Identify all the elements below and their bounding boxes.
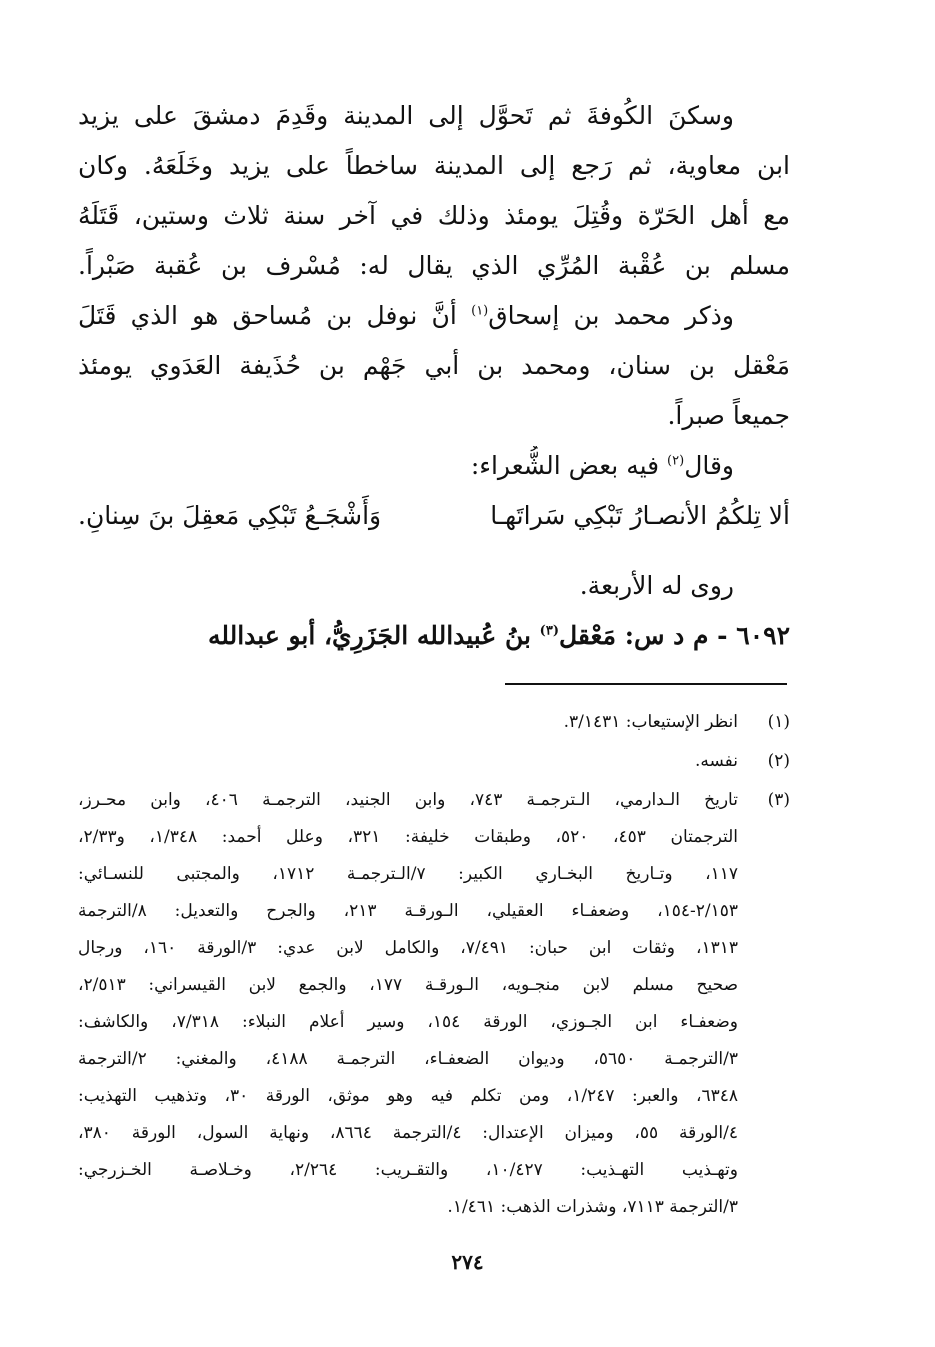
footnote-line: وتهـذيب التهـذيب: ١٠/٤٢٧، والتقـريب: ٢/٢٦٤، وخـلاصـة الخـزرجي:	[78, 1160, 738, 1180]
footnote-number: (١)	[767, 712, 790, 732]
footnote-separator	[505, 683, 787, 685]
verse-first-hemistich: ألا تِلكُمُ الأنصـارُ تَبْكِي سَراتَهـا	[490, 501, 790, 530]
entry-name: بنُ عُبيدالله الجَزَرِيُّ، أبو عبدالله	[207, 621, 540, 650]
text-line: مَعْقل بن سنان، ومحمد بن أبي جَهْم بن حُذَيفة العَدَوي يومئذ	[78, 351, 790, 380]
footnote-line: الترجمتان ٤٥٣، ٥٢٠، وطبقات خليفة: ٣٢١، وعلل أحمد: ١/٣٤٨، و٢/٣٣،	[78, 827, 739, 847]
footnote-line: وضعفـاء ابن الجـوزي، الورقة ١٥٤، وسير أعلام النبلاء: ٧/٣١٨، والكاشف:	[78, 1012, 738, 1032]
verse-second-hemistich: وَأَشْجَـعُ تَبْكِي مَعقِلَ بنَ سِنانِ.	[78, 501, 382, 530]
paragraph-text: وقال	[684, 451, 734, 480]
text-line: روى له الأربعة.	[579, 571, 734, 600]
paragraph-text: أنَّ نوفل بن مُساحق هو الذي قَتَلَ	[78, 301, 472, 330]
footnote-line: صحيح مسلم لابن منجـويه، الـورقـة ١٧٧، والجمع لابن القيسراني: ٢/٥١٣،	[78, 975, 739, 995]
footnote-ref: (١)	[471, 303, 489, 319]
paragraph-line	[78, 296, 790, 340]
text-line: ابن معاوية، ثم رَجع إلى المدينة ساخطاً على يزيد وخَلَعَهُ. وكان	[78, 151, 790, 180]
footnote-number: (٣)	[767, 790, 790, 810]
footnote-text: انظر الإستيعاب: ٣/١٤٣١.	[563, 712, 738, 732]
entry-code: ٦٠٩٢ - م د س:	[624, 621, 790, 650]
footnote-line: تاريخ الـدارمي، الـترجمـة ٧٤٣، وابن الجنيد، الترجمـة ٤٠٦، وابن محـرز،	[78, 790, 738, 810]
footnote-line: ١٣١٣، وثقات ابن حبان: ٧/٤٩١، والكامل لابن عدي: ٣/الورقة ١٦٠، ورجال	[78, 938, 738, 958]
page-number: ٢٧٤	[451, 1250, 484, 1274]
paragraph-text: فيه بعض الشُّعراء:	[470, 451, 668, 480]
footnote-line: ٣/الترجمـة ٥٦٥٠، وديوان الضعفـاء، الترجمـة ٤١٨٨، والمغني: ٢/الترجمة	[78, 1049, 738, 1069]
paragraph-text: وذكر محمد بن إسحاق	[488, 301, 734, 330]
text-line: مع أهل الحَرّة وقُتِلَ يومئذ وذلك في آخر سنة ثلاث وستين، قَتَلَهُ	[78, 201, 790, 230]
text-line: مسلم بن عُقْبة المُرِّي الذي يقال له: مُسْرف بن عُقبة صَبْراً.	[78, 251, 790, 280]
footnote-ref: (٣)	[539, 623, 559, 639]
text-line: وسكنَ الكُوفةَ ثم تَحوَّل إلى المدينة وقَدِمَ دمشقَ على يزيد	[78, 101, 734, 130]
footnote-line: ١١٧، وتـاريخ البخـاري الكبير: ٧/الـترجمـة ١٧١٢، والمجتبى للنسـائي:	[78, 864, 738, 884]
paragraph-line	[78, 446, 790, 490]
entry-name: مَعْقل	[558, 621, 625, 650]
footnote-line: ٢/١٥٣-١٥٤، وضعفـاء العقيلي، الـورقـة ٢١٣، والجرح والتعديل: ٨/الترجمة	[78, 901, 738, 921]
footnote-text: نفسه.	[694, 751, 738, 771]
footnote-line: ٣/الترجمة ٧١١٣، وشذرات الذهب: ١/٤٦١.	[447, 1197, 738, 1217]
footnote-line: ٤/الورقة ٥٥، وميزان الإعتدال: ٤/الترجمة ٨٦٦٤، ونهاية السول، الورقة ٣٨٠،	[78, 1123, 738, 1143]
footnote-ref: (٢)	[667, 453, 685, 469]
poem-verse	[78, 496, 790, 540]
footnote-number: (٢)	[767, 751, 790, 771]
footnote-line: ٦٣٤٨، والعبر: ١/٢٤٧، ومن تكلم فيه وهو موثق، الورقة ٣٠، وتذهيب التهذيب:	[78, 1086, 738, 1106]
text-line: جميعاً صبراً.	[667, 401, 790, 430]
entry-heading	[78, 616, 790, 660]
